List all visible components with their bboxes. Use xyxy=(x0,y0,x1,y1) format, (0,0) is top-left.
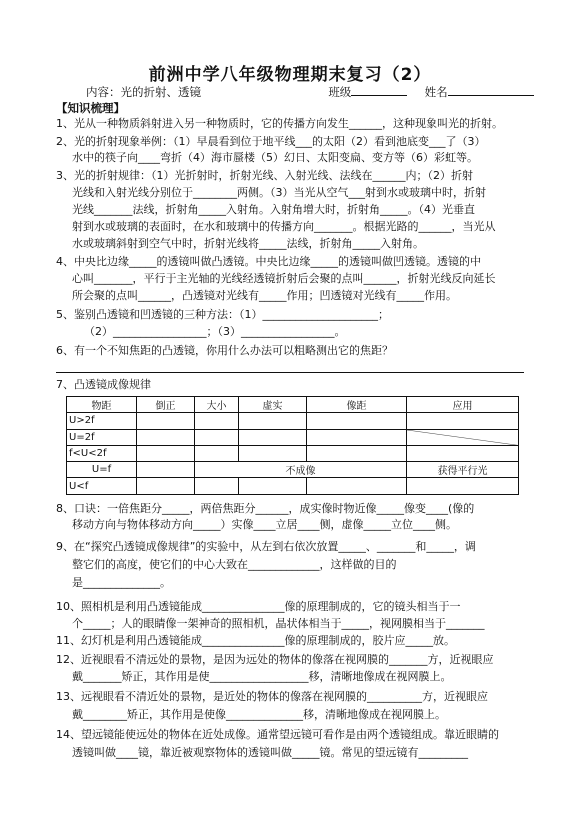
table-cell[interactable] xyxy=(195,413,239,429)
text-line: 光线_______法线，折射角_____入射角。入射角增大时，折射角_____。（4）光垂直 xyxy=(72,203,475,216)
table-cell[interactable] xyxy=(307,413,407,429)
table-cell[interactable] xyxy=(195,478,239,494)
table-cell: U=f xyxy=(67,462,137,478)
text-line: 11、幻灯机是利用凸透镜能成_______________像的原理制成的，胶片应_____放。 xyxy=(56,634,455,647)
table-header: 像距 xyxy=(307,397,407,413)
table-row xyxy=(67,478,519,494)
text-line: 6、有一个不知焦距的凸透镜，你用什么办法可以粗略测出它的焦距？ xyxy=(56,344,393,357)
table-header-row xyxy=(67,397,519,413)
text-line: 3、光的折射规律：（1）光折射时，折射光线、入射光线、法线在______内；（2）折射 xyxy=(56,169,473,182)
text-line: 5、鉴别凸透镜和凹透镜的三种方法：（1）_____________________； xyxy=(56,308,389,321)
table-cell[interactable] xyxy=(307,478,407,494)
table-cell-split[interactable] xyxy=(407,429,519,445)
table-cell[interactable] xyxy=(195,429,239,445)
text-line: 7、凸透镜成像规律 xyxy=(56,378,151,391)
text-line: 10、照相机是利用凸透镜能成_______________像的原理制成的，它的镜头相当于一 xyxy=(56,600,461,613)
table-cell[interactable] xyxy=(407,445,519,461)
table-cell: U=2f xyxy=(67,429,137,445)
table-cell[interactable] xyxy=(307,429,407,445)
text-line: 2、光的折射现象举例：（1）早晨看到位于地平线___的太阳（2）看到池底变___了（3） xyxy=(56,135,486,148)
page-title: 前洲中学八年级物理期末复习（2） xyxy=(148,65,432,85)
table-header: 倒正 xyxy=(137,397,195,413)
content-label: 内容：光的折射、透镜 xyxy=(86,85,201,99)
table-cell: U>2f xyxy=(67,413,137,429)
text-line: 9、在“探究凸透镜成像规律”的实验中，从左到右依次放置_____、_______和_____，调 xyxy=(56,540,476,553)
text-line: 13、远视眼看不清近处的景物，是近处的物体的像落在视网膜的__________方，近视眼应 xyxy=(56,690,488,703)
text-line: 所会聚的点叫______，凸透镜对光线有_____作用；凹透镜对光线有_____作用。 xyxy=(72,289,457,302)
text-line: 1、光从一种物质斜射进入另一种物质时，它的传播方向发生______，这种现象叫光的折射。 xyxy=(56,117,503,130)
table-header: 应用 xyxy=(407,397,519,413)
table-cell[interactable] xyxy=(137,445,195,461)
text-line: 是______________。 xyxy=(72,576,171,589)
name-field[interactable] xyxy=(448,84,534,96)
text-line: 14、望远镜能使远处的物体在近处成像。通常望远镜可看作是由两个透镜组成。靠近眼睛的 xyxy=(56,728,499,741)
text-line: 4、中央比边缘_____的透镜叫做凸透镜。中央比边缘_____的透镜叫做凹透镜。透镜的中 xyxy=(56,255,481,268)
text-line: 个_____；人的眼睛像一架神奇的照相机，晶状体相当于_____，视网膜相当于_______ xyxy=(72,617,485,630)
table-cell: 不成像 xyxy=(195,462,407,478)
table-cell: U<f xyxy=(67,478,137,494)
lens-imaging-table xyxy=(66,396,519,495)
text-line: 12、近视眼看不清远处的景物，是因为远处的物体的像落在视网膜的_______方，近视眼应 xyxy=(56,653,494,666)
table-cell[interactable] xyxy=(239,445,307,461)
section-heading: 【知识梳理】 xyxy=(56,101,125,115)
name-label: 姓名 xyxy=(424,85,448,99)
table-row xyxy=(67,462,519,478)
meta-row xyxy=(86,84,526,100)
table-row xyxy=(67,429,519,445)
table-row xyxy=(67,413,519,429)
text-line: 射到水或玻璃的表面时，在水和玻璃中的传播方向_______。根据光路的______，当光从 xyxy=(72,220,496,233)
table-cell[interactable] xyxy=(307,445,407,461)
table-cell[interactable] xyxy=(137,462,195,478)
text-line: 移动方向与物体移动方向_____）实像____立居____侧，虚像_____立位____侧。 xyxy=(72,518,457,531)
table-cell[interactable] xyxy=(195,445,239,461)
text-line: 光线和入射光线分别位于________两侧。（3）当光从空气___射到水或玻璃中时，折射 xyxy=(72,186,486,199)
diagonal-line xyxy=(407,430,518,445)
table-header: 虚实 xyxy=(239,397,307,413)
text-line: 8、口诀：一倍焦距分_____，两倍焦距分______，成实像时物近像_____像变____(像的 xyxy=(56,502,475,515)
answer-line[interactable] xyxy=(56,372,524,373)
text-line: 戴________矫正，其作用是使像______________移，清晰地像成在视网膜上。 xyxy=(72,708,446,721)
text-line: 透镜叫做____镜，靠近被观察物体的透镜叫做_____镜。常见的望远镜有_________ xyxy=(72,746,468,759)
text-line: （2）_________________；（3）_________________。 xyxy=(84,325,346,338)
text-line: 戴_______矫正，其作用是使__________________移，清晰地像成在视网膜上。 xyxy=(72,670,452,683)
table-cell[interactable] xyxy=(137,413,195,429)
text-line: 整它们的高度，使它们的中心大致在_____________，这样做的目的 xyxy=(72,558,397,571)
table-header: 大小 xyxy=(195,397,239,413)
table-header: 物距 xyxy=(67,397,137,413)
text-line: 心叫_______，平行于主光轴的光线经透镜折射后会聚的点叫______，折射光线反向延长 xyxy=(72,272,496,285)
table-cell[interactable] xyxy=(137,429,195,445)
table-cell[interactable] xyxy=(239,429,307,445)
table-cell[interactable] xyxy=(239,478,307,494)
text-line: 水中的筷子向____弯折（4）海市蜃楼（5）幻日、太阳变扁、变方等（6）彩虹等。 xyxy=(72,151,478,164)
class-label: 班级 xyxy=(328,85,352,99)
class-field[interactable] xyxy=(351,84,407,96)
table-cell[interactable] xyxy=(407,478,519,494)
table-cell: f<U<2f xyxy=(67,445,137,461)
text-line: 水或玻璃斜射到空气中时，折射光线将_____法线，折射角_____入射角。 xyxy=(72,237,424,250)
table-cell: 获得平行光 xyxy=(407,462,519,478)
table-cell[interactable] xyxy=(137,478,195,494)
table-cell[interactable] xyxy=(239,413,307,429)
table-cell[interactable] xyxy=(407,413,519,429)
table-row xyxy=(67,445,519,461)
